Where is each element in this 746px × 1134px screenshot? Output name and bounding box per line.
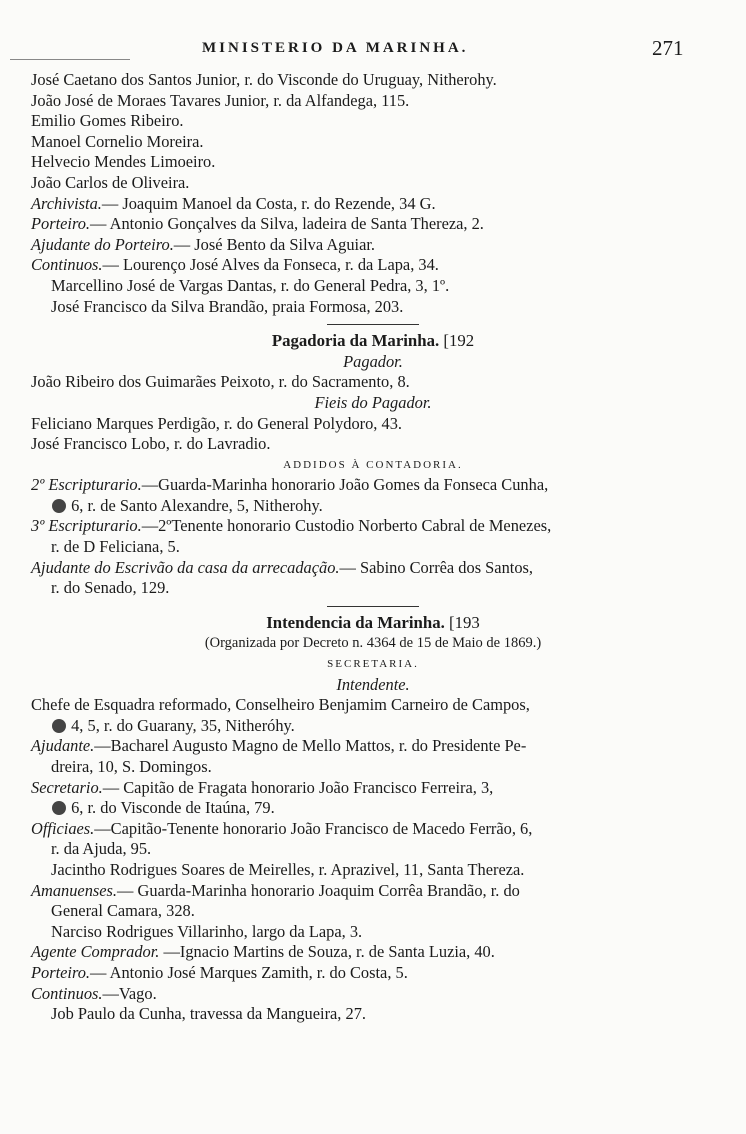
- entry-text: —Capitão-Tenente honorario João Francisco de Macedo Ferrão, 6,: [94, 818, 533, 838]
- decoration-icon: [52, 801, 66, 815]
- entry-text: — José Bento da Silva Aguiar.: [173, 234, 376, 254]
- entry-continuation: [31, 716, 715, 737]
- entry-text: 6, r. do Visconde de Itaúna, 79.: [71, 798, 275, 818]
- decoration-icon: [52, 499, 66, 513]
- role-label: Amanuenses.: [31, 880, 118, 900]
- officiaes-entry: [31, 819, 715, 840]
- ajudante-entry: [31, 736, 715, 757]
- entry-line: João Ribeiro dos Guimarães Peixoto, r. do Sacramento, 8.: [31, 372, 410, 392]
- subheading: Fieis do Pagador.: [314, 392, 432, 412]
- entry-text: —2ºTenente honorario Custodio Norberto Cabral de Menezes,: [141, 516, 552, 536]
- entry-continuation: r. do Senado, 129.: [51, 578, 170, 598]
- role-label: Porteiro.: [31, 214, 91, 234]
- subheading: Pagador.: [343, 351, 403, 371]
- ajudante-porteiro-entry: [31, 235, 715, 256]
- entry-continuation: [31, 496, 715, 517]
- entry-text: —Bacharel Augusto Magno de Mello Mattos, r. do Presidente Pe-: [94, 736, 527, 756]
- decoration-icon: [52, 719, 66, 733]
- section-heading-pagadoria: [31, 331, 715, 352]
- section-ref: [192: [443, 331, 475, 351]
- section-divider: [327, 324, 419, 325]
- entry-text: 6, r. de Santo Alexandre, 5, Nitherohy.: [71, 495, 323, 515]
- agente-entry: [31, 942, 715, 963]
- entry-line: José Caetano dos Santos Junior, r. do Visconde do Uruguay, Nitherohy.: [31, 70, 497, 89]
- entry-text: —Guarda-Marinha honorario João Gomes da Fonseca Cunha,: [141, 475, 549, 495]
- subheading-smallcaps: SECRETARIA.: [327, 658, 419, 671]
- porteiro-entry: [31, 963, 715, 984]
- role-label: Agente Comprador.: [31, 942, 160, 962]
- entry-text: — Antonio Gonçalves da Silva, ladeira de Santa Thereza, 2.: [90, 214, 484, 234]
- page-number: 271: [652, 36, 684, 60]
- entry-continuation: dreira, 10, S. Domingos.: [51, 757, 212, 776]
- entry-text: — Guarda-Marinha honorario Joaquim Corrêa Brandão, r. do: [117, 880, 520, 900]
- ajudante-escrivao-entry: [31, 558, 715, 579]
- role-label: Archivista.: [31, 193, 102, 213]
- role-label: Ajudante do Porteiro.: [31, 234, 174, 254]
- role-label: Porteiro.: [31, 962, 91, 982]
- entry-line: Narciso Rodrigues Villarinho, largo da Lapa, 3.: [51, 921, 363, 941]
- header-rule: [10, 59, 130, 60]
- archivista-entry: [31, 194, 715, 215]
- entry-line: Marcellino José de Vargas Dantas, r. do General Pedra, 3, 1º.: [51, 275, 450, 295]
- escripturario-2-entry: [31, 475, 715, 496]
- entry-line: José Francisco da Silva Brandão, praia Formosa, 203.: [51, 296, 404, 316]
- entry-line: José Francisco Lobo, r. do Lavradio.: [31, 434, 271, 454]
- entry-line: Emilio Gomes Ribeiro.: [31, 111, 184, 131]
- entry-text: — Lourenço José Alves da Fonseca, r. da Lapa, 34.: [102, 255, 439, 275]
- decree-note: (Organizada por Decreto n. 4364 de 15 de Maio de 1869.): [204, 635, 542, 652]
- entry-line: Chefe de Esquadra reformado, Conselheiro Benjamim Carneiro de Campos,: [31, 695, 530, 715]
- section-ref: [193: [449, 612, 480, 632]
- entry-continuation: General Camara, 328.: [51, 901, 195, 921]
- entry-text: — Antonio José Marques Zamith, r. do Costa, 5.: [90, 962, 408, 982]
- section-divider: [327, 606, 419, 607]
- entry-continuation: r. da Ajuda, 95.: [51, 839, 152, 859]
- section-heading-intendencia: [31, 613, 715, 634]
- entry-continuation: [31, 798, 715, 819]
- role-label: 3º Escripturario.: [31, 516, 142, 536]
- entry-line: Job Paulo da Cunha, travessa da Mangueira, 27.: [51, 1004, 366, 1024]
- entry-continuation: r. de D Feliciana, 5.: [51, 537, 180, 557]
- entry-line: Manoel Cornelio Moreira.: [31, 131, 204, 151]
- role-label: 2º Escripturario.: [31, 475, 142, 495]
- entry-line: Jacintho Rodrigues Soares de Meirelles, r. Aprazivel, 11, Santa Thereza.: [51, 859, 525, 879]
- role-label: Secretario.: [31, 777, 103, 797]
- subheading: Intendente.: [336, 674, 410, 694]
- section-title: Intendencia da Marinha.: [266, 612, 445, 632]
- escripturario-3-entry: [31, 516, 715, 537]
- entry-line: Feliciano Marques Perdigão, r. do General Polydoro, 43.: [31, 413, 402, 433]
- entry-text: — Joaquim Manoel da Costa, r. do Rezende, 34 G.: [101, 193, 436, 213]
- entry-line: João Carlos de Oliveira.: [31, 172, 190, 192]
- porteiro-entry: [31, 214, 715, 235]
- entry-text: 4, 5, r. do Guarany, 35, Nitheróhy.: [71, 715, 295, 735]
- document-body: [31, 70, 715, 1025]
- continuos-entry: [31, 255, 715, 276]
- role-label: Ajudante.: [31, 736, 95, 756]
- role-label: Ajudante do Escrivão da casa da arrecadação.: [31, 557, 340, 577]
- amanuenses-entry: [31, 881, 715, 902]
- role-label: Continuos.: [31, 983, 103, 1003]
- entry-line: João José de Moraes Tavares Junior, r. da Alfandega, 115.: [31, 90, 410, 110]
- role-label: Officiaes.: [31, 818, 95, 838]
- role-label: Continuos.: [31, 255, 103, 275]
- continuos-entry: [31, 984, 715, 1005]
- entry-text: — Sabino Corrêa dos Santos,: [339, 557, 533, 577]
- entry-line: Helvecio Mendes Limoeiro.: [31, 152, 216, 172]
- entry-text: — Capitão de Fragata honorario João Francisco Ferreira, 3,: [102, 777, 494, 797]
- entry-text: —Vago.: [102, 983, 157, 1003]
- entry-text: —Ignacio Martins de Souza, r. de Santa Luzia, 40.: [159, 942, 495, 962]
- secretario-entry: [31, 778, 715, 799]
- page-header: [0, 36, 746, 66]
- section-title: Pagadoria da Marinha.: [271, 331, 440, 351]
- subheading-smallcaps: ADDIDOS À CONTADORIA.: [283, 458, 463, 471]
- running-title: MINISTERIO DA MARINHA.: [202, 40, 469, 56]
